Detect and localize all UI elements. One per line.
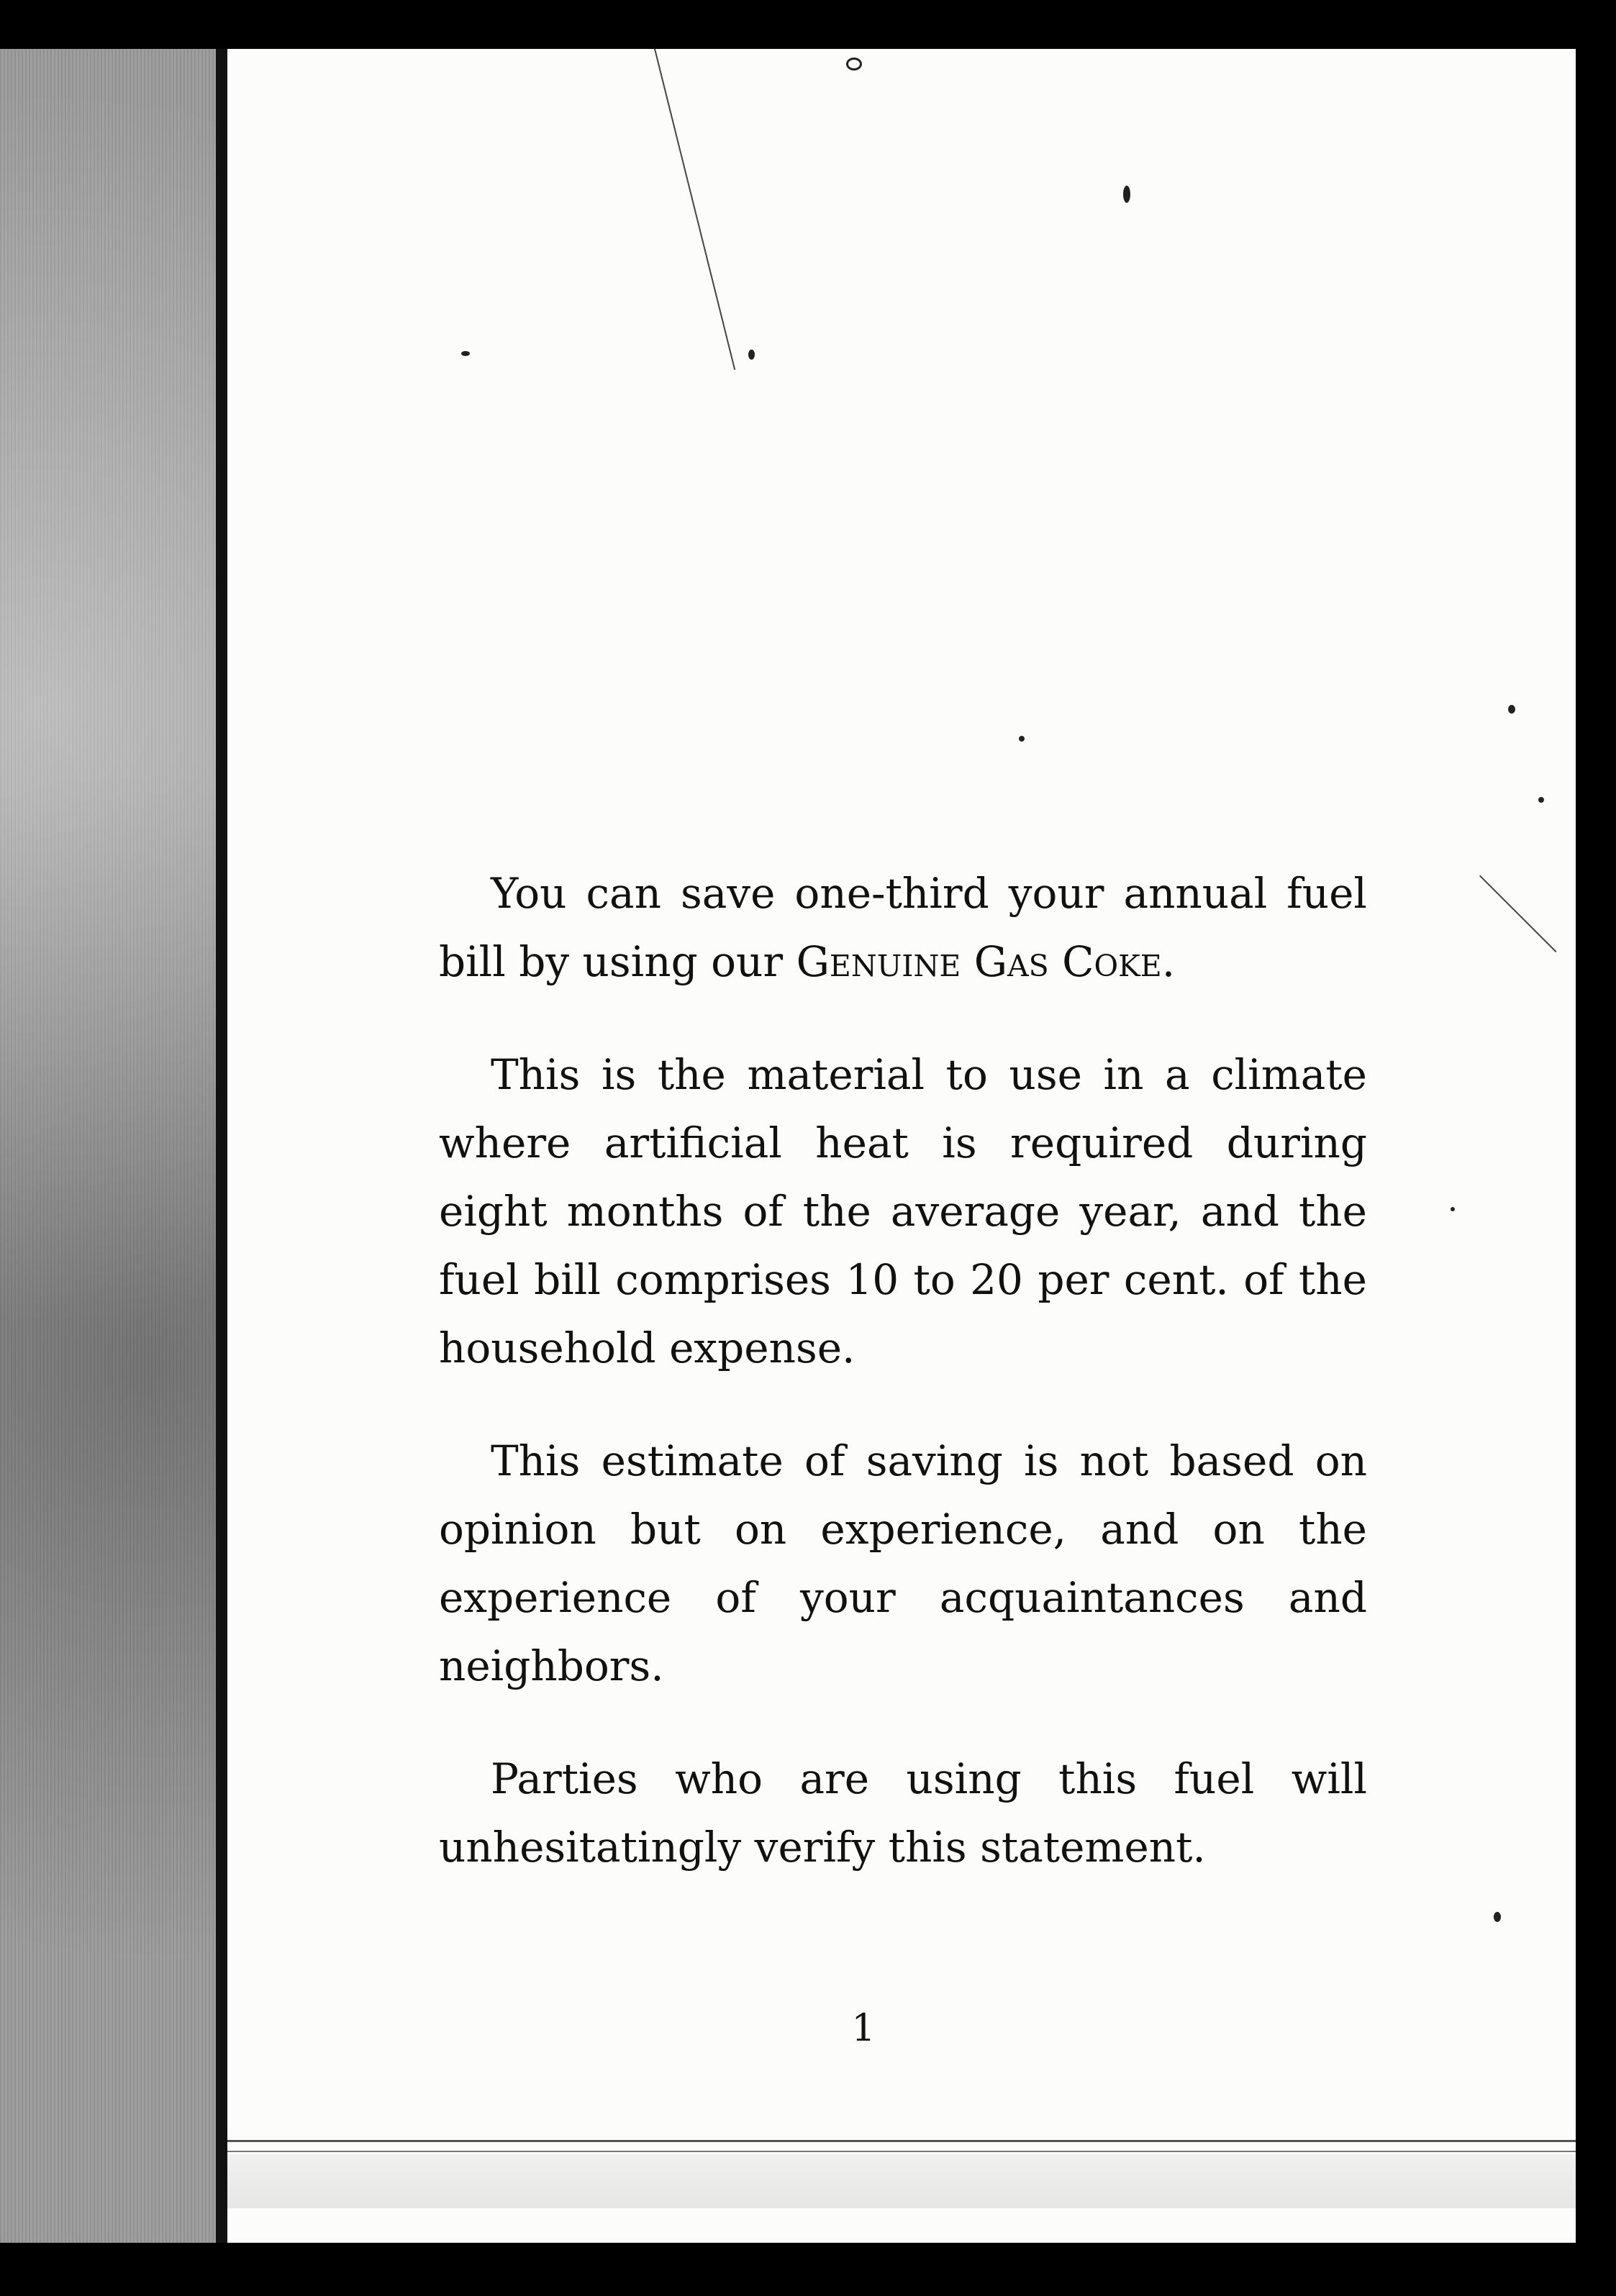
speck bbox=[1019, 736, 1025, 742]
speck bbox=[1508, 705, 1515, 714]
bottom-margin-band bbox=[227, 2154, 1576, 2208]
speck bbox=[748, 350, 755, 360]
bottom-rule bbox=[227, 2140, 1576, 2142]
scratch bbox=[654, 49, 735, 370]
paragraph-4: Parties who are using this fuel will unhesitatingly verify this statement. bbox=[439, 1754, 1367, 1872]
speck bbox=[1451, 1207, 1455, 1211]
paragraph-2: This is the material to use in a climate where artificial heat is required during eight months of the average year, and the fuel bill comprises 10 to 20 per cent. of the household expense. bbox=[439, 1050, 1367, 1372]
bottom-rule bbox=[227, 2151, 1576, 2152]
speck bbox=[1494, 1912, 1501, 1922]
speck bbox=[461, 351, 470, 356]
paragraph-1-text: You can save one-third your annual fuel bill by using our bbox=[439, 869, 1367, 986]
body-text bbox=[439, 860, 1367, 1926]
paragraph-3: This estimate of saving is not based on opinion but on experience, and on the experience of your acquaintances and neighbors. bbox=[439, 1436, 1367, 1690]
page-number: 1 bbox=[851, 2007, 876, 2050]
product-name: Genuine Gas Coke bbox=[796, 937, 1162, 986]
speck bbox=[846, 58, 862, 70]
paragraph-1 bbox=[439, 860, 1367, 996]
page-left-edge bbox=[216, 49, 227, 2243]
speck bbox=[1123, 186, 1130, 203]
scanner-edge-strip bbox=[0, 49, 216, 2243]
scratch bbox=[1479, 875, 1556, 952]
paragraph-1-end: . bbox=[1161, 937, 1176, 986]
speck bbox=[1538, 797, 1544, 803]
